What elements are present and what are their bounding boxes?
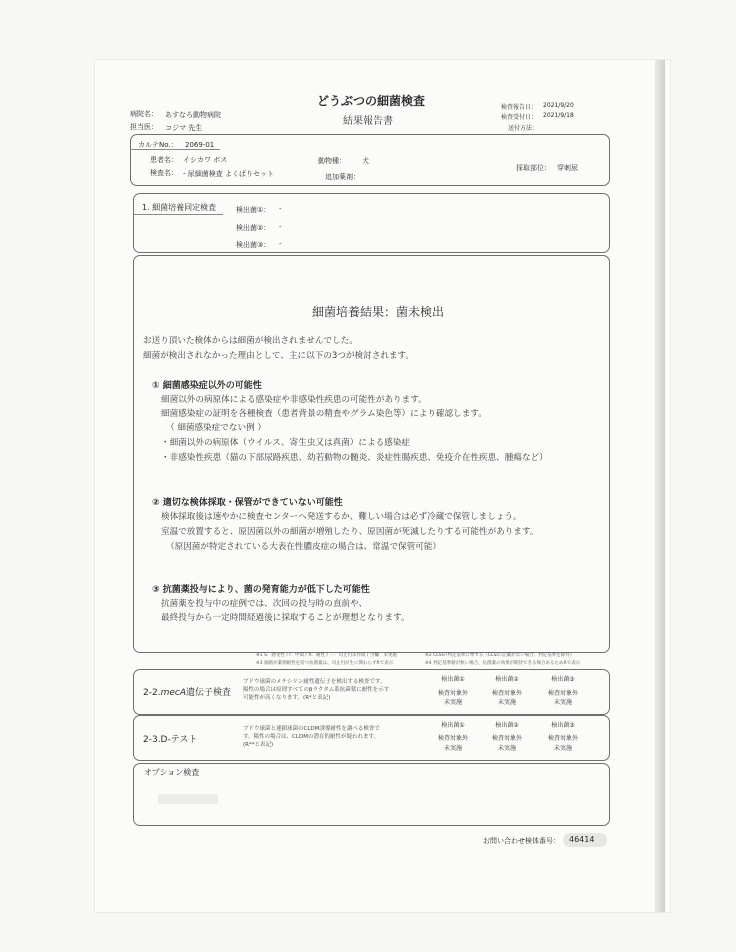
isolate-2-value: - bbox=[279, 223, 282, 231]
isolate-3-value: - bbox=[279, 240, 282, 248]
d-test-title: 2-3.D-テスト bbox=[143, 735, 198, 745]
isolate-1-label: 検出菌①： bbox=[236, 206, 271, 214]
extra-drug-label: 追加薬剤： bbox=[325, 173, 360, 181]
paper-edge-shadow bbox=[655, 60, 665, 912]
d-test-col-2-result: 未実施 bbox=[497, 745, 516, 752]
possibility-3-line-1: 抗菌薬を投与中の症例では、次回の投与時の直前や、 bbox=[161, 599, 368, 609]
d-test-col-2-label: 検出菌② bbox=[495, 722, 519, 729]
isolate-1-value: - bbox=[279, 205, 282, 213]
mecA-desc-1: ブドウ球菌のメチシリン耐性遺伝子を検出する検査です。 bbox=[243, 679, 386, 685]
culture-result-heading: 細菌培養結果：菌未検出 bbox=[312, 305, 445, 319]
possibility-2-line-2: 室温で放置すると、原因菌以外の細菌が増殖したり、原因菌が死滅したりする可能性があります。 bbox=[161, 527, 539, 537]
mecA-col-3-label: 検出菌③ bbox=[551, 676, 575, 683]
test-name: - 尿細菌検査 よくばりセット bbox=[183, 170, 274, 178]
animal-value: 犬 bbox=[362, 157, 369, 165]
possibility-3-line-2: 最終投与から一定時間経過後に採取することが理想となります。 bbox=[161, 613, 410, 623]
sender-label: 送付方法： bbox=[508, 125, 539, 132]
footnote-4: ※4 判定基準値が無い場合、抗菌薬の効果が期待できる場合あるためRで表示 bbox=[425, 661, 581, 666]
footnote-3: ※3 細菌が薬剤耐性を持つ抗菌薬は、司止円が生に関わらずRで表示 bbox=[256, 661, 394, 666]
hospital-name: あすなろ動物病院 bbox=[165, 111, 221, 119]
d-test-col-3-label: 検出菌③ bbox=[551, 722, 575, 729]
mecA-col-2-result: 未実施 bbox=[497, 699, 516, 706]
test-name-label: 検査名： bbox=[150, 169, 178, 177]
possibility-2-title: ② 適切な検体採取・保管ができていない可能性 bbox=[152, 498, 343, 508]
mecA-col-2-status: 検査対象外 bbox=[491, 690, 522, 697]
possibility-2-line-1: 検体採取後は速やかに検査センターへ発送するか、難しい場合は必ず冷蔵で保管しましょう。 bbox=[161, 512, 522, 522]
d-test-desc-1: ブドウ球菌と連鎖球菌のCLDM誘導耐性を調べる検査で bbox=[243, 726, 380, 732]
footnote-1: ※1 S：感受性 / I：中間 / R：耐性 / －：司止円未作成 / 空欄：未実施 bbox=[256, 653, 397, 658]
mecA-col-1-label: 検出菌① bbox=[441, 676, 465, 683]
report-date-label: 検査報告日： bbox=[501, 104, 538, 111]
inquiry-label: お問い合わせ検体番号： bbox=[483, 837, 560, 845]
culture-id-title: 1. 細菌培養同定検査 bbox=[142, 203, 217, 212]
hospital-label: 病院名： bbox=[130, 110, 158, 118]
possibility-1-title: ① 細菌感染症以外の可能性 bbox=[152, 381, 262, 391]
received-date: 2021/9/18 bbox=[543, 112, 574, 119]
isolate-3-label: 検出菌③： bbox=[236, 241, 271, 249]
mecA-test-title: 2-2.mecA遺伝子検査 bbox=[143, 688, 231, 698]
faded-text-smudge bbox=[158, 794, 218, 804]
report-date: 2021/9/20 bbox=[543, 102, 574, 109]
animal-label: 動物種： bbox=[318, 157, 346, 165]
possibility-1-line-1: 細菌以外の病原体による感染症や非感染性疾患の可能性があります。 bbox=[161, 395, 427, 405]
chart-no: 2069-01 bbox=[185, 141, 215, 149]
d-test-col-1-status: 検査対象外 bbox=[437, 735, 468, 742]
d-test-desc-2: す。陽性の場合は、CLDMの潜在的耐性が疑われます。 bbox=[243, 734, 380, 740]
d-test-col-3-result: 未実施 bbox=[553, 745, 572, 752]
d-test-col-3-status: 検査対象外 bbox=[547, 735, 578, 742]
received-date-label: 検査受付日： bbox=[501, 114, 538, 121]
possibility-3-title: ③ 抗菌薬投与により、菌の発育能力が低下した可能性 bbox=[152, 585, 370, 595]
d-test-desc-3: (R**と表記) bbox=[243, 742, 274, 748]
result-intro-2: 細菌が検出されなかった理由として、主に以下の3つが検討されます。 bbox=[143, 351, 415, 361]
footnote-2: ※2 CLSIの判定基準に準ずる（CLSIに記載がない場合、判定基準を除外） bbox=[425, 653, 575, 658]
doctor-label: 担当医： bbox=[130, 123, 158, 131]
report-title: どうぶつの細菌検査 bbox=[317, 94, 426, 108]
sample-number: 46414 bbox=[569, 835, 595, 844]
culture-id-underline bbox=[133, 214, 223, 215]
report-subtitle: 結果報告書 bbox=[343, 116, 393, 127]
result-intro-1: お送り頂いた検体からは細菌が検出されませんでした。 bbox=[143, 336, 358, 346]
option-test-title: オプション検査 bbox=[144, 768, 200, 777]
possibility-1-line-4: ・細菌以外の病原体（ウイルス、寄生虫又は真菌）による感染症 bbox=[161, 438, 410, 448]
possibility-1-line-2: 細菌感染症の証明を各種検査（患者背景の精査やグラム染色等）により確認します。 bbox=[161, 409, 487, 419]
possibility-1-line-5: ・非感染性疾患（猫の下部尿路疾患、幼若動物の髄炎、炎症性腸疾患、免疫介在性疾患、腫瘍など） bbox=[161, 453, 548, 463]
d-test-col-1-result: 未実施 bbox=[443, 745, 462, 752]
patient-name: イシカワ ボス bbox=[183, 156, 228, 164]
mecA-col-3-status: 検査対象外 bbox=[547, 690, 578, 697]
possibility-2-line-3: （原因菌が特定されている大表在性膿皮症の場合は、常温で保管可能） bbox=[166, 542, 442, 552]
mecA-col-1-result: 未実施 bbox=[443, 699, 462, 706]
site-label: 採取部位： bbox=[516, 164, 551, 172]
site-value: 穿刺尿 bbox=[557, 164, 578, 172]
mecA-desc-2: 陽性の場合は原則すべてのβラクタム系抗菌薬に耐性を示す bbox=[243, 687, 390, 693]
mecA-col-2-label: 検出菌② bbox=[495, 676, 519, 683]
chart-no-label: カルテNo.： bbox=[138, 141, 178, 149]
d-test-col-2-status: 検査対象外 bbox=[491, 735, 522, 742]
mecA-col-1-status: 検査対象外 bbox=[437, 690, 468, 697]
possibility-1-line-3: （ 細菌感染症でない例 ） bbox=[166, 423, 266, 433]
mecA-desc-3: 可能性が高くなります。(R*と表記) bbox=[243, 695, 331, 701]
d-test-col-1-label: 検出菌① bbox=[441, 722, 465, 729]
doctor-name: コジマ 先生 bbox=[165, 124, 203, 132]
mecA-col-3-result: 未実施 bbox=[553, 699, 572, 706]
isolate-2-label: 検出菌②： bbox=[236, 224, 271, 232]
patient-name-label: 患者名： bbox=[150, 156, 178, 164]
